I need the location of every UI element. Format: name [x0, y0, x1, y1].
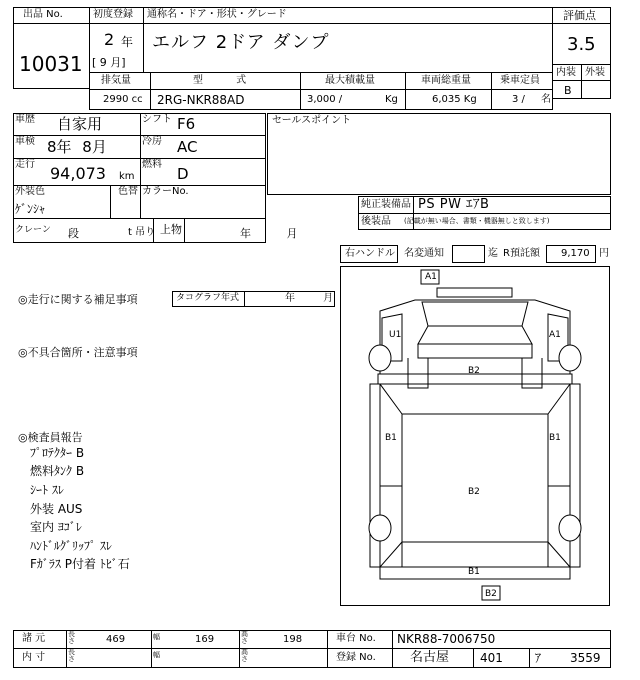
mark-a1-right: A1 — [549, 330, 561, 340]
mileage: 94,073 — [50, 164, 106, 183]
aftermarket-note: (記載が無い場合、書類・機器無しと致します) — [404, 217, 550, 225]
capacity-unit: 名 — [541, 94, 551, 105]
inspector-item: ｼｰﾄ ｽﾚ — [30, 483, 64, 497]
shift-label: シフト — [142, 114, 172, 125]
standard-equipment: PS PW ｴｱB — [418, 197, 490, 212]
selling-points-label: セールスポイント — [272, 115, 352, 126]
mark-b1-left: B1 — [385, 433, 397, 443]
registration-month: [ 9 月] — [92, 56, 126, 69]
max-load-unit: Kg — [385, 94, 398, 105]
inspection-label: 車検 — [15, 136, 35, 147]
max-load: 3,000 / — [307, 94, 343, 105]
inspector-item: ﾌﾟﾛﾃｸﾀｰ B — [30, 446, 85, 460]
inspector-item: Fｶﾞﾗｽ P付着 ﾄﾋﾞ石 — [30, 557, 130, 571]
cab-roof — [422, 302, 528, 326]
ac: AC — [177, 138, 198, 156]
cab-front-panel — [418, 344, 532, 358]
tachograph-date: 年 月 — [285, 293, 334, 304]
interior-height-label: 高さ — [241, 648, 248, 664]
interior-grade: B — [564, 84, 572, 97]
inspector-item: ﾊﾝﾄﾞﾙｸﾞﾘｯﾌﾟ ｽﾚ — [30, 539, 112, 553]
exterior-grade-label: 外装 — [585, 67, 605, 78]
defect-notes-title: ◎不具合箇所・注意事項 — [18, 346, 138, 359]
mark-b1-right: B1 — [549, 433, 561, 443]
vehicle-name: エルフ 2ドア ダンプ — [152, 32, 330, 53]
chassis-number: NKR88-7006750 — [397, 632, 496, 646]
mileage-label: 走行 — [15, 159, 35, 170]
plate-region: 名古屋 — [410, 650, 450, 665]
color-number-label: カラーNo. — [142, 186, 189, 197]
footer-table — [13, 630, 611, 668]
max-load-label: 最大積載量 — [325, 75, 375, 86]
width-label: 幅 — [153, 633, 160, 641]
driving-notes-title: ◎走行に関する補足事項 — [18, 293, 138, 306]
crane-label: クレーン — [15, 225, 51, 235]
fuel-label: 燃料 — [142, 159, 162, 170]
length: 469 — [106, 634, 126, 645]
mileage-unit: km — [119, 171, 135, 182]
mark-b2-cab: B2 — [468, 366, 480, 376]
width: 169 — [195, 634, 215, 645]
mirror-bar — [437, 288, 512, 297]
plate-number: 3559 — [570, 651, 601, 665]
crane-lift: t 吊り — [128, 227, 156, 238]
gross-weight: 6,035 Kg — [432, 94, 477, 105]
recycle-label: R預託額 — [503, 248, 540, 259]
aftermarket-label: 後装品 — [361, 216, 391, 227]
handle-side: 右ハンドル — [345, 248, 395, 259]
interior-grade-label: 内装 — [556, 67, 576, 78]
deck-date: 年 月 — [240, 227, 298, 240]
color: ｹﾞﾝｼｬ — [15, 202, 46, 216]
registration-label: 初度登録 — [93, 9, 133, 20]
truck-diagram — [340, 266, 610, 606]
displacement-label: 排気量 — [101, 75, 131, 86]
lot-label: 出品 No. — [23, 9, 63, 20]
height: 198 — [283, 634, 303, 645]
tachograph-label: タコグラフ年式 — [176, 293, 240, 303]
interior-length-label: 長さ — [68, 648, 75, 664]
inspector-item: 外装 AUS — [30, 502, 83, 516]
score-value: 3.5 — [567, 34, 596, 55]
model-label: 型 式 — [193, 75, 247, 86]
mark-b2-bed: B2 — [468, 487, 480, 497]
deck-label: 上物 — [160, 223, 182, 236]
dimensions-label: 諸 元 — [22, 633, 46, 644]
interior-dimensions-label: 内 寸 — [22, 652, 46, 663]
deadline-label: 迄 — [488, 248, 498, 259]
crane-steps: 段 — [68, 227, 79, 240]
capacity: 3 / — [512, 94, 525, 105]
lot-number: 10031 — [19, 52, 83, 76]
ac-label: 冷房 — [142, 136, 162, 147]
name-change-box — [452, 245, 485, 263]
bed-corner-lines — [380, 384, 570, 567]
cab-windshield — [418, 326, 532, 344]
inspector-item: 室内 ﾖｺﾞﾚ — [30, 520, 82, 534]
color-label: 外装色 — [15, 186, 45, 197]
model-code: 2RG-NKR88AD — [157, 93, 245, 107]
plate-kana: ｱ — [535, 651, 542, 665]
height-label: 高さ — [241, 630, 248, 646]
inspection: 8年 8月 — [47, 138, 107, 156]
recycle-unit: 円 — [599, 248, 609, 259]
inspector-report-title: ◎検査員報告 — [18, 431, 83, 444]
gross-weight-label: 車両総重量 — [421, 75, 471, 86]
recycle-amount: 9,170 — [561, 248, 590, 259]
score-label: 評価点 — [563, 9, 596, 22]
front-left-wheel — [369, 345, 391, 371]
displacement: 2990 cc — [103, 94, 143, 105]
mark-u1: U1 — [389, 330, 402, 340]
plate-class: 401 — [480, 651, 503, 665]
inspector-item: 燃料ﾀﾝｸ B — [30, 464, 85, 478]
rear-left-wheel — [369, 515, 391, 541]
bed-floor — [402, 414, 548, 542]
mark-b1-bottom: B1 — [468, 567, 480, 577]
color-change-label: 色替 — [118, 186, 138, 197]
length-label: 長さ — [68, 630, 75, 646]
interior-width-label: 幅 — [153, 651, 160, 659]
front-right-wheel — [559, 345, 581, 371]
dump-bed — [380, 384, 570, 567]
standard-equipment-label: 純正装備品 — [361, 199, 411, 210]
name-change-label: 名変通知 — [404, 248, 444, 259]
history: 自家用 — [57, 115, 103, 133]
registration-year-unit: 年 — [121, 35, 134, 49]
mark-a1-top: A1 — [425, 272, 437, 282]
capacity-label: 乗車定員 — [500, 75, 540, 86]
mark-b2-bottom: B2 — [485, 589, 497, 599]
registration-year: 2 — [104, 30, 115, 49]
chassis-label: 車台 No. — [336, 633, 376, 644]
history-label: 車歴 — [15, 114, 35, 125]
plate-label: 登録 No. — [336, 652, 376, 663]
fuel: D — [177, 165, 189, 183]
shift: F6 — [177, 115, 196, 133]
rear-right-wheel — [559, 515, 581, 541]
vehicle-name-label: 通称名・ドア・形状・グレード — [147, 9, 287, 20]
